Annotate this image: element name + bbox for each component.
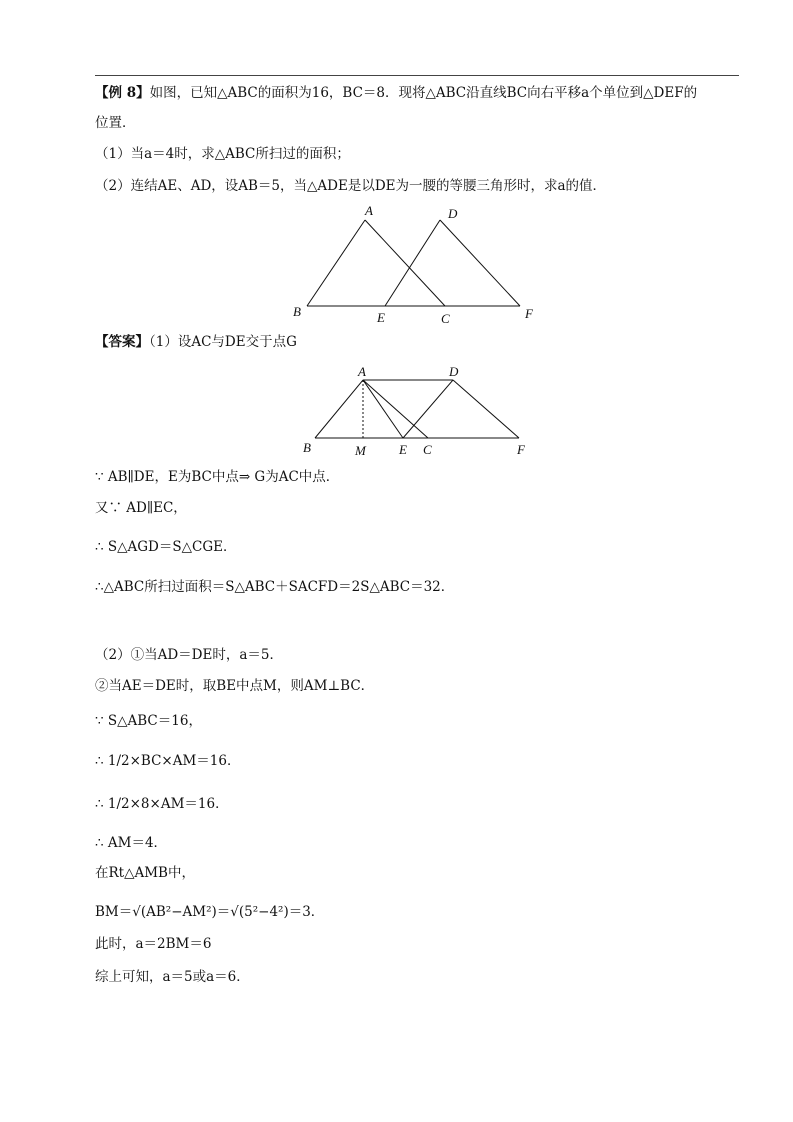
- solution-line-11: 在Rt△AMB中，: [95, 865, 195, 881]
- fig1-label-B: B: [293, 304, 301, 319]
- fig1-label-F: F: [525, 306, 533, 321]
- example-tag: 【例 8】: [95, 85, 150, 101]
- answer-intro: （1）设AC与DE交于点G: [149, 334, 297, 350]
- fig1-label-D: D: [448, 206, 458, 221]
- solution-line-12: BM＝√(AB²−AM²)＝√(5²−4²)＝3．: [95, 904, 325, 920]
- solution-line-6: ②当AE＝DE时，取BE中点M，则AM⊥BC．: [95, 678, 375, 694]
- solution-line-2: 又∵ AD∥EC，: [95, 500, 187, 516]
- fig2-label-D: D: [449, 364, 459, 379]
- figure-1-translated-triangles: [285, 200, 545, 330]
- solution-line-7: ∵ S△ABC＝16，: [95, 713, 202, 729]
- problem-text-1: 如图，已知△ABC的面积为16，BC＝8．现将△ABC沿直线BC向右平移a个单位到△DEF的: [149, 85, 698, 101]
- header-rule: [95, 75, 739, 76]
- fig2-label-C: C: [423, 442, 432, 457]
- problem-line-1: [95, 84, 697, 102]
- solution-line-3: ∴ S△AGD＝S△CGE．: [95, 539, 237, 555]
- answer-header: [95, 333, 297, 351]
- fig2-label-A: A: [358, 364, 366, 379]
- fig2-label-E: E: [399, 442, 407, 457]
- answer-tag: 【答案】: [95, 334, 149, 350]
- fig2-label-M: M: [355, 443, 366, 458]
- solution-line-14: 综上可知，a＝5或a＝6．: [95, 969, 250, 985]
- solution-line-4: ∴△ABC所扫过面积＝S△ABC＋SACFD＝2S△ABC＝32．: [95, 579, 455, 595]
- solution-line-1: ∵ AB∥DE，E为BC中点⇒ G为AC中点．: [95, 469, 340, 485]
- problem-line-2: 位置．: [95, 115, 136, 131]
- fig1-label-C: C: [441, 311, 450, 326]
- solution-line-5: （2）①当AD＝DE时，a＝5．: [95, 647, 283, 663]
- fig1-label-E: E: [377, 310, 385, 325]
- question-2: （2）连结AE、AD，设AB＝5，当△ADE是以DE为一腰的等腰三角形时，求a的值．: [95, 178, 607, 194]
- fig2-label-F: F: [517, 442, 525, 457]
- solution-line-13: 此时，a＝2BM＝6: [95, 936, 212, 952]
- figure-2-solution-diagram: [295, 360, 545, 460]
- solution-line-8: ∴ 1/2×BC×AM＝16．: [95, 753, 241, 769]
- fig1-label-A: A: [365, 203, 373, 218]
- solution-line-9: ∴ 1/2×8×AM＝16．: [95, 796, 229, 812]
- question-1: （1）当a＝4时，求△ABC所扫过的面积；: [95, 146, 350, 162]
- fig2-label-B: B: [303, 440, 311, 455]
- solution-line-10: ∴ AM＝4．: [95, 835, 168, 851]
